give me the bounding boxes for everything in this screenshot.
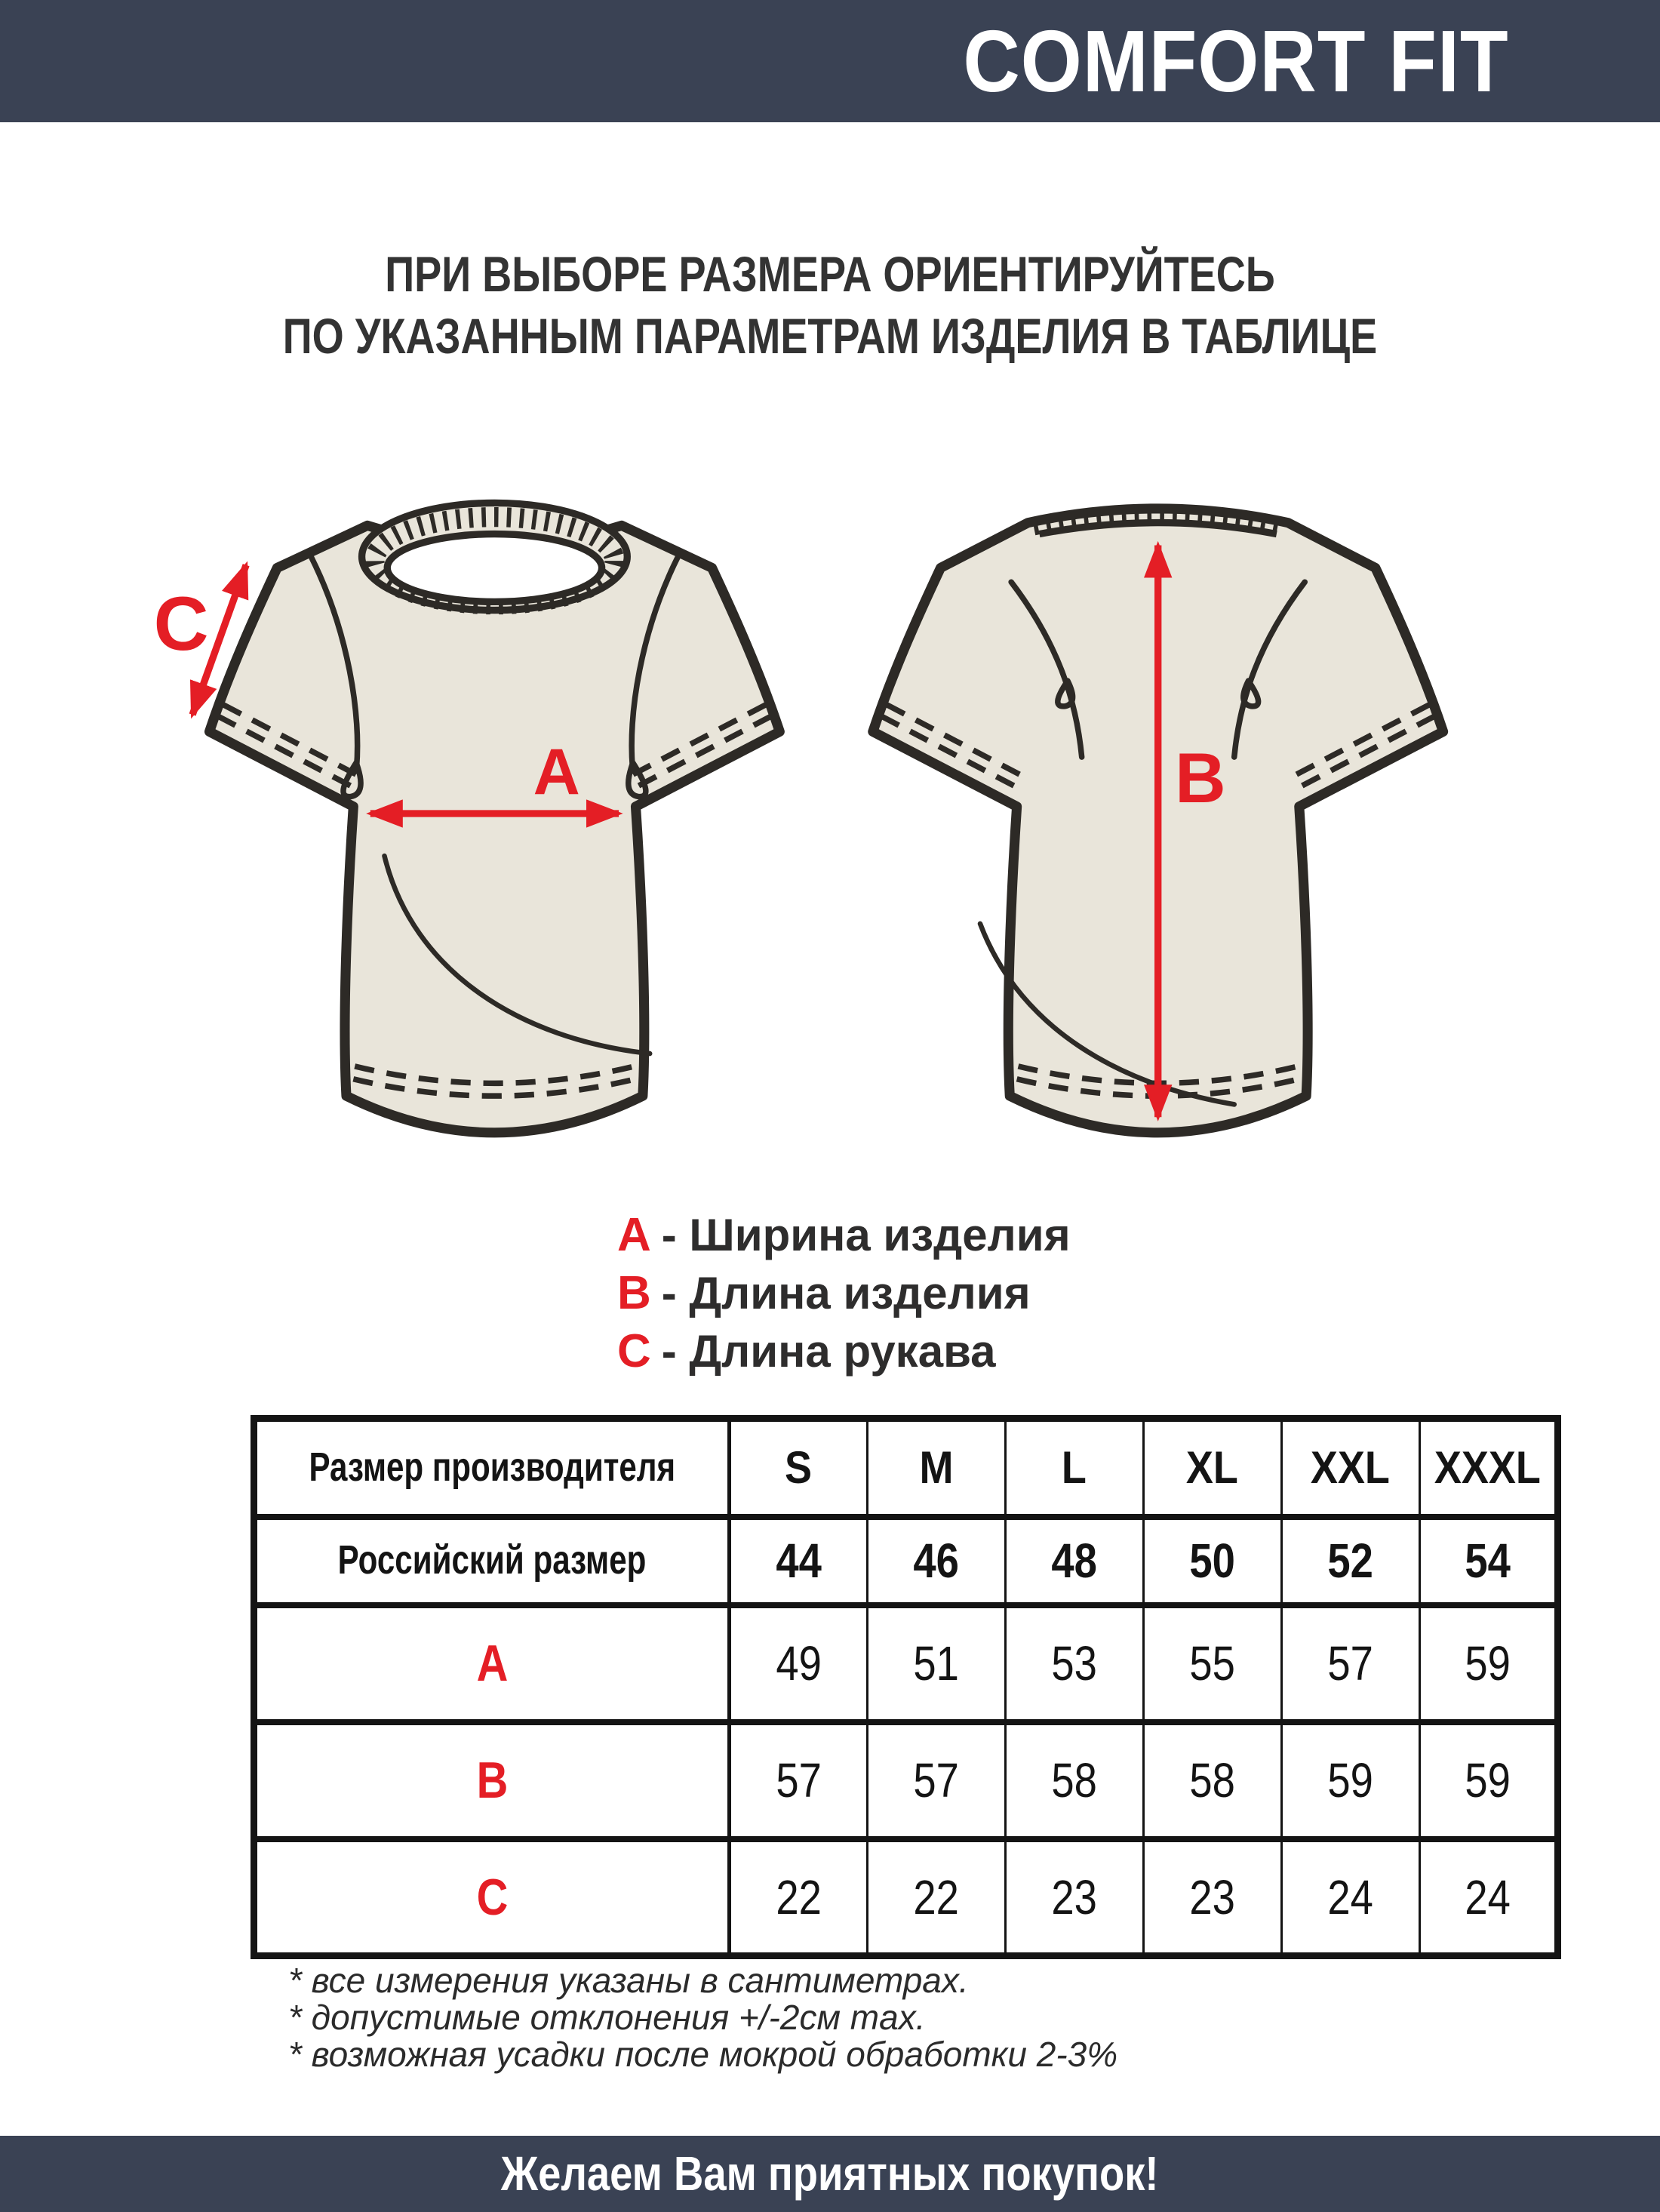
table-cell: 24 (1419, 1839, 1557, 1956)
table-cell: 46 (867, 1517, 1005, 1605)
table-cell: 49 (729, 1605, 867, 1722)
table-cell: 58 (1143, 1722, 1281, 1839)
top-banner (0, 0, 1660, 122)
table-cell: 54 (1419, 1517, 1557, 1605)
table-row-measure-a (254, 1605, 1558, 1722)
footnote-3: * возможная усадки после мокрой обработки 2-3% (288, 2035, 1118, 2074)
table-cell: 59 (1419, 1605, 1557, 1722)
size-column-header: L (1005, 1419, 1143, 1517)
measure-label-b: B (1175, 738, 1226, 818)
size-column-header: XL (1143, 1419, 1281, 1517)
table-cell: 57 (729, 1722, 867, 1839)
table-cell: 51 (867, 1605, 1005, 1722)
table-row-measure-c (254, 1839, 1558, 1956)
footnote-1: * все измерения указаны в сантиметрах. (288, 1961, 969, 2000)
table-cell (254, 1419, 730, 1517)
bottom-banner (0, 2136, 1660, 2212)
size-column-header: XXXL (1419, 1419, 1557, 1517)
table-cell: 58 (1005, 1722, 1143, 1839)
legend-key-c: C (617, 1325, 651, 1377)
footnote-2: * допустимые отклонения +/-2см max. (288, 1998, 926, 2037)
tshirt-back-drawing (873, 509, 1443, 1133)
row-label: C (254, 1839, 730, 1956)
table-row-measure-b (254, 1722, 1558, 1839)
table-cell: 57 (867, 1722, 1005, 1839)
table-cell: 52 (1281, 1517, 1419, 1605)
legend-text-b: - Длина изделия (661, 1268, 1031, 1318)
brand-title: COMFORT FIT (963, 12, 1509, 110)
table-cell: 53 (1005, 1605, 1143, 1722)
legend-key-b: B (617, 1267, 651, 1319)
table-cell: 22 (867, 1839, 1005, 1956)
table-cell: 55 (1143, 1605, 1281, 1722)
table-cell: 48 (1005, 1517, 1143, 1605)
measure-label-a: A (533, 735, 580, 808)
tshirt-front-body (210, 525, 780, 1132)
table-cell: 44 (729, 1517, 867, 1605)
table-cell: 50 (1143, 1517, 1281, 1605)
table-header-label: Размер производителя (309, 1444, 676, 1490)
footer-message: Желаем Вам приятных покупок! (501, 2146, 1159, 2201)
row-label: A (254, 1605, 730, 1722)
measurement-legend (617, 1206, 1071, 1380)
table-row-russian-size (254, 1517, 1558, 1605)
legend-text-c: - Длина рукава (661, 1326, 996, 1377)
row-label: Российский размер (254, 1517, 730, 1605)
size-column-header: M (867, 1419, 1005, 1517)
size-column-header: XXL (1281, 1419, 1419, 1517)
footnotes (288, 1962, 1117, 2073)
size-table (251, 1415, 1561, 1959)
table-cell: 22 (729, 1839, 867, 1956)
table-cell: 24 (1281, 1839, 1419, 1956)
intro-heading-line-1: ПРИ ВЫБОРЕ РАЗМЕРА ОРИЕНТИРУЙТЕСЬ (385, 246, 1275, 302)
table-cell: 57 (1281, 1605, 1419, 1722)
intro-heading-line-2: ПО УКАЗАННЫМ ПАРАМЕТРАМ ИЗДЕЛИЯ В ТАБЛИЦЕ (282, 308, 1378, 364)
neck-opening (387, 534, 601, 602)
row-label: B (254, 1722, 730, 1839)
tshirt-measurement-diagram (141, 475, 1469, 1152)
table-header-row (254, 1419, 1558, 1517)
tshirt-front-drawing (154, 503, 780, 1132)
table-cell: 23 (1005, 1839, 1143, 1956)
table-cell: 59 (1419, 1722, 1557, 1839)
table-cell: 23 (1143, 1839, 1281, 1956)
legend-item-a (617, 1206, 1071, 1264)
legend-text-a: - Ширина изделия (661, 1210, 1071, 1260)
legend-key-a: A (617, 1209, 651, 1261)
size-column-header: S (729, 1419, 867, 1517)
measure-label-c: C (153, 581, 209, 666)
table-cell: 59 (1281, 1722, 1419, 1839)
legend-item-b (617, 1264, 1071, 1322)
intro-heading (0, 243, 1660, 367)
legend-item-c (617, 1322, 1071, 1380)
